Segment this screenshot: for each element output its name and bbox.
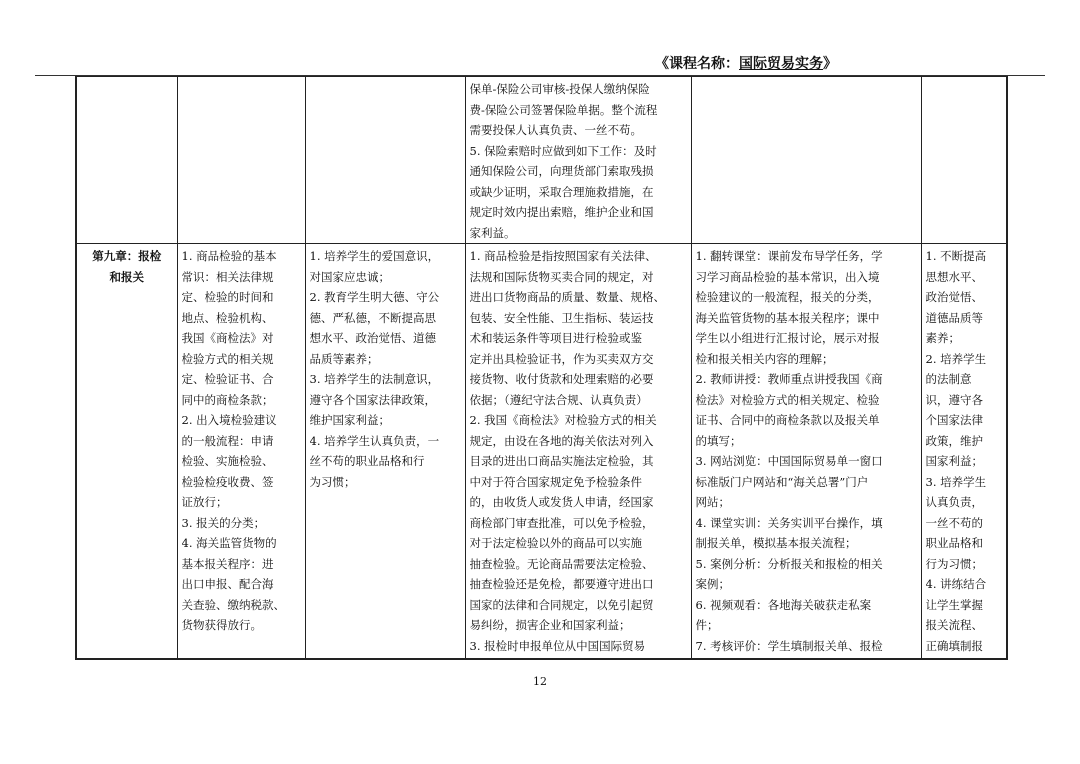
course-name: 国际贸易实务 xyxy=(739,56,823,72)
knowledge-text-line: 地点、检验机构、 xyxy=(181,310,274,325)
goal-text-line: 让学生掌握 xyxy=(925,597,983,612)
content-text-line: 中对于符合国家规定免予检验条件 xyxy=(469,474,642,489)
content-text-line: 通知保险公司，向理货部门索取残损 xyxy=(469,164,654,178)
knowledge-text-line: 4. 海关监管货物的 xyxy=(181,536,277,550)
knowledge-text-line: 定、检验的时间和 xyxy=(181,290,274,304)
knowledge-points-cell xyxy=(177,244,305,659)
continued-method-cell xyxy=(691,77,921,244)
knowledge-text-line: 的一般流程：申请 xyxy=(181,433,274,448)
goal-text-line: 道德品质等 xyxy=(925,310,983,325)
goal-text-line: 认真负责， xyxy=(925,495,983,509)
content-text-line: 商检部门审查批准，可以免予检验， xyxy=(469,515,654,530)
goal-text-line: 政治觉悟、 xyxy=(925,290,983,304)
teaching-method-cell xyxy=(691,244,921,659)
ideology-text-line: 品质等素养； xyxy=(309,351,379,366)
goal-text-line: 识，遵守各 xyxy=(925,392,983,407)
goal-text-line: 素养； xyxy=(925,331,960,345)
content-text-line: 保单-保险公司审核-投保人缴纳保险 xyxy=(469,82,650,96)
method-text-line: 案例； xyxy=(695,577,730,591)
chapter-title-cell xyxy=(76,244,177,659)
continued-chapter-cell xyxy=(76,77,177,244)
goal-text-line: 报关流程、 xyxy=(925,618,983,632)
continued-row xyxy=(76,77,1007,244)
course-header xyxy=(655,53,837,73)
content-text-line: 3. 报检时申报单位从中国国际贸易 xyxy=(469,638,646,653)
content-integration-cell xyxy=(465,244,691,659)
content-text-line: 包装、安全性能、卫生指标、装运技 xyxy=(469,310,654,325)
course-header-suffix: 》 xyxy=(823,56,837,72)
content-text-line: 依据；（遵纪守法合规、认真负责） xyxy=(469,392,648,407)
ideology-text-line: 为习惯； xyxy=(309,474,356,489)
content-text-line: 接货物、收付货款和处理索赔的必要 xyxy=(469,372,654,386)
goal-text-line: 1. 不断提高 xyxy=(925,249,987,263)
knowledge-text-line: 检验、实施检验、 xyxy=(181,454,274,468)
content-text-line: 法规和国际货物买卖合同的规定，对 xyxy=(469,269,654,284)
method-text-line: 的填写； xyxy=(695,433,742,448)
method-text-line: 3. 网站浏览：中国国际贸易单一窗口 xyxy=(695,454,883,468)
goal-text-line: 政策，维护 xyxy=(925,433,983,448)
ideology-text-line: 2. 教育学生明大德、守公 xyxy=(309,290,440,304)
method-text-line: 7. 考核评价：学生填制报关单、报检 xyxy=(695,638,883,653)
content-text-line: 5. 保险索赔时应做到如下工作：及时 xyxy=(469,143,657,158)
method-text-line: 件； xyxy=(695,618,719,632)
method-text-line: 1. 翻转课堂：课前发布导学任务，学 xyxy=(695,249,883,263)
ideology-text-line: 想水平、政治觉悟、道德 xyxy=(309,331,436,345)
knowledge-text-line: 2. 出入境检验建议 xyxy=(181,413,277,427)
method-text-line: 6. 视频观看：各地海关破获走私案 xyxy=(695,597,872,612)
ideology-text-line: 德、严私德，不断提高思 xyxy=(309,310,436,325)
method-text-line: 证书、合同中的商检条款以及报关单 xyxy=(695,413,880,427)
syllabus-table xyxy=(75,76,1008,660)
goal-text-line: 正确填制报 xyxy=(925,638,983,653)
knowledge-text-line: 定、检验证书、合 xyxy=(181,372,274,386)
goal-text-line: 思想水平、 xyxy=(925,269,983,284)
content-text-line: 目录的进出口商品实施法定检验，其 xyxy=(469,454,654,468)
goal-text-line: 4. 讲练结合 xyxy=(925,577,987,591)
method-text-line: 检法》对检验方式的相关规定、检验 xyxy=(695,392,880,407)
knowledge-text-line: 关查验、缴纳税款、 xyxy=(181,597,285,612)
knowledge-text-line: 同中的商检条款； xyxy=(181,392,274,407)
knowledge-text-line: 3. 报关的分类； xyxy=(181,515,266,530)
method-text-line: 习学习商品检验的基本常识，出入境 xyxy=(695,269,880,284)
content-text-line: 规定，由设在各地的海关依法对列入 xyxy=(469,433,654,448)
content-text-line: 国家的法律和合同规定，以免引起贸 xyxy=(469,597,654,612)
chapter-row xyxy=(76,244,1007,659)
content-text-line: 2. 我国《商检法》对检验方式的相关 xyxy=(469,413,657,427)
knowledge-text-line: 检验检疫收费、签 xyxy=(181,474,274,489)
method-text-line: 5. 案例分析：分析报关和报检的相关 xyxy=(695,556,883,571)
ideology-text-line: 1. 培养学生的爱国意识， xyxy=(309,249,440,263)
content-text-line: 定并出具检验证书，作为买卖双方交 xyxy=(469,351,654,366)
goal-text-line: 2. 培养学生 xyxy=(925,351,987,366)
knowledge-text-line: 货物获得放行。 xyxy=(181,618,262,632)
knowledge-text-line: 1. 商品检验的基本 xyxy=(181,249,277,263)
course-header-prefix: 《课程名称： xyxy=(655,56,739,72)
goal-text-line: 的法制意 xyxy=(925,372,972,386)
continued-goal-cell xyxy=(921,77,1007,244)
knowledge-text-line: 出口申报、配合海 xyxy=(181,577,274,591)
teaching-goal-cell xyxy=(921,244,1007,659)
method-text-line: 网站； xyxy=(695,495,730,509)
ideology-text-line: 4. 培养学生认真负责，一 xyxy=(309,433,440,448)
ideology-text-line: 对国家应忠诚； xyxy=(309,269,390,284)
chapter-title-line: 第九章：报检 xyxy=(92,249,162,263)
content-text-line: 抽查检验。无论商品需要法定检验、 xyxy=(469,556,654,571)
knowledge-text-line: 常识：相关法律规 xyxy=(181,269,274,284)
method-text-line: 检和报关相关内容的理解； xyxy=(695,351,834,366)
method-text-line: 制报关单，模拟基本报关流程； xyxy=(695,536,857,550)
goal-text-line: 国家利益； xyxy=(925,454,983,468)
ideology-points-cell xyxy=(305,244,465,659)
goal-text-line: 个国家法律 xyxy=(925,413,983,427)
content-text-line: 易纠纷，损害企业和国家利益； xyxy=(469,618,631,632)
content-text-line: 或缺少证明，采取合理施救措施，在 xyxy=(469,184,654,199)
knowledge-text-line: 基本报关程序：进 xyxy=(181,556,274,571)
content-text-line: 费-保险公司签署保险单据。整个流程 xyxy=(469,102,658,117)
method-text-line: 学生以小组进行汇报讨论，展示对报 xyxy=(695,331,880,345)
content-text-line: 抽查检验还是免检，都要遵守进出口 xyxy=(469,577,654,591)
ideology-text-line: 丝不苟的职业品格和行 xyxy=(309,454,425,468)
content-text-line: 的，由收货人或发货人申请，经国家 xyxy=(469,495,654,509)
knowledge-text-line: 我国《商检法》对 xyxy=(181,331,274,345)
page-number: 12 xyxy=(533,675,547,688)
content-text-line: 1. 商品检验是指按照国家有关法律、 xyxy=(469,249,657,263)
continued-ideology-cell xyxy=(305,77,465,244)
method-text-line: 检验建议的一般流程，报关的分类， xyxy=(695,290,880,304)
ideology-text-line: 维护国家利益； xyxy=(309,413,390,427)
continued-content-cell xyxy=(465,77,691,244)
goal-text-line: 一丝不苟的 xyxy=(925,515,983,530)
content-text-line: 对于法定检验以外的商品可以实施 xyxy=(469,536,642,550)
goal-text-line: 行为习惯； xyxy=(925,556,983,571)
goal-text-line: 职业品格和 xyxy=(925,536,983,550)
knowledge-text-line: 检验方式的相关规 xyxy=(181,351,274,366)
content-text-line: 术和装运条件等项目进行检验或鉴 xyxy=(469,331,642,345)
content-text-line: 需要投保人认真负责、一丝不苟。 xyxy=(469,123,642,137)
method-text-line: 标准版门户网站和“海关总署”门户 xyxy=(695,474,869,489)
goal-text-line: 3. 培养学生 xyxy=(925,474,987,489)
method-text-line: 2. 教师讲授：教师重点讲授我国《商 xyxy=(695,372,883,386)
ideology-text-line: 3. 培养学生的法制意识， xyxy=(309,372,440,386)
ideology-text-line: 遵守各个国家法律政策， xyxy=(309,392,436,407)
content-text-line: 家利益。 xyxy=(469,225,516,240)
continued-knowledge-cell xyxy=(177,77,305,244)
method-text-line: 海关监管货物的基本报关程序；课中 xyxy=(695,310,880,325)
chapter-title-line: 和报关 xyxy=(109,269,144,284)
content-text-line: 进出口货物商品的质量、数量、规格、 xyxy=(469,290,665,304)
content-text-line: 规定时效内提出索赔，维护企业和国 xyxy=(469,205,654,219)
method-text-line: 4. 课堂实训：关务实训平台操作，填 xyxy=(695,515,883,530)
knowledge-text-line: 证放行； xyxy=(181,495,228,509)
